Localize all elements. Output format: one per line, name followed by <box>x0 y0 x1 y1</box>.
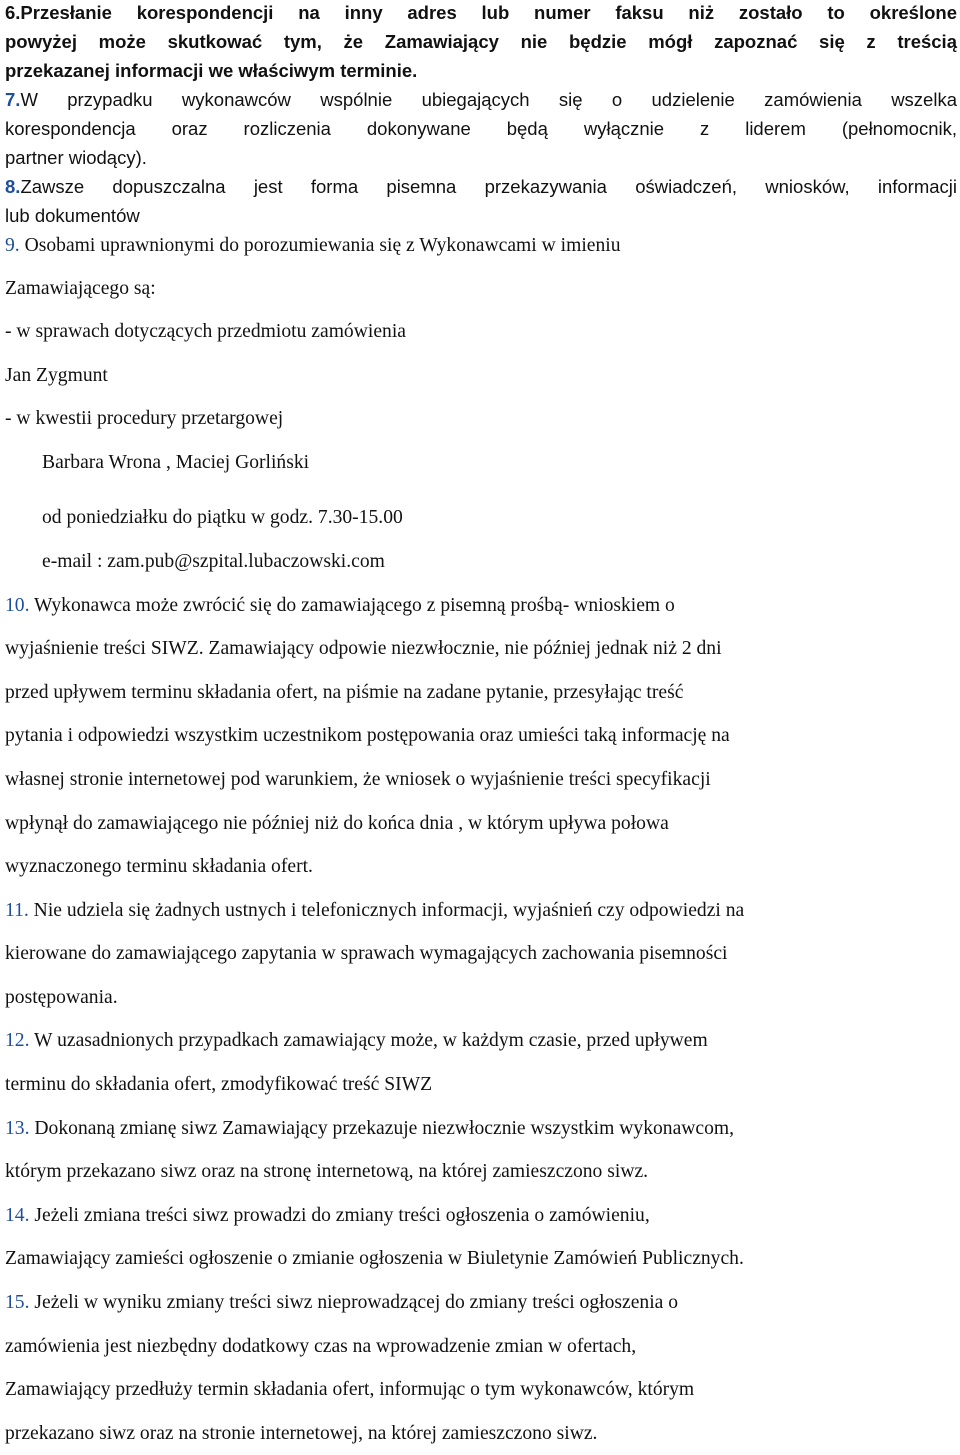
section-6-line-2: powyżej może skutkować tym, że Zamawiający nie będzie mógł zapoznać się z treścią <box>5 31 957 52</box>
section-9-line-1 <box>5 224 621 267</box>
section-15-line-3: Zamawiający przedłuży termin składania ofert, informując o tym wykonawców, którym <box>5 1379 695 1400</box>
section-14-number: 14. <box>5 1205 30 1226</box>
section-9-line-3: - w sprawach dotyczących przedmiotu zamówienia <box>5 321 406 342</box>
section-8-line-1 <box>5 172 957 201</box>
section-9-number: 9. <box>5 235 20 256</box>
section-11-line-3: postępowania. <box>5 987 118 1008</box>
section-12-number: 12. <box>5 1030 30 1051</box>
section-15-line-4: przekazano siwz oraz na stronie internetowej, na której zamieszczono siwz. <box>5 1423 598 1444</box>
section-10-number: 10. <box>5 595 30 616</box>
section-8-line-2: lub dokumentów <box>5 205 140 226</box>
section-9-email: e-mail : zam.pub@szpital.lubaczowski.com <box>42 551 385 572</box>
section-12-line-1 <box>5 1019 708 1062</box>
section-10-line-6: wpłynął do zamawiającego nie później niż do końca dnia , w którym upływa połowa <box>5 813 669 834</box>
section-11-line-1 <box>5 889 744 932</box>
section-7-number: 7. <box>5 89 21 110</box>
section-9-contact-name: Jan Zygmunt <box>5 365 108 386</box>
section-9-line-2: Zamawiającego są: <box>5 278 156 299</box>
section-9-hours: od poniedziałku do piątku w godz. 7.30-15.00 <box>42 507 403 528</box>
section-10-line-7: wyznaczonego terminu składania ofert. <box>5 856 313 877</box>
section-10-line-4: pytania i odpowiedzi wszystkim uczestnikom postępowania oraz umieści taką informację na <box>5 725 730 746</box>
section-13-line-2: którym przekazano siwz oraz na stronę internetową, na której zamieszczono siwz. <box>5 1161 649 1182</box>
section-7 <box>5 85 957 172</box>
section-14-line-2: Zamawiający zamieści ogłoszenie o zmianie ogłoszenia w Biuletynie Zamówień Publicznych. <box>5 1248 744 1269</box>
section-15-line-1 <box>5 1281 678 1324</box>
section-7-line-1-text: W przypadku wykonawców wspólnie ubiegających się o udzielenie zamówienia wszelka <box>20 89 957 110</box>
section-10-line-3: przed upływem terminu składania ofert, na piśmie na zadane pytanie, przesyłając treść <box>5 682 684 703</box>
section-9-line-5: - w kwestii procedury przetargowej <box>5 408 284 429</box>
section-15-line-2: zamówienia jest niezbędny dodatkowy czas na wprowadzenie zmian w ofertach, <box>5 1336 637 1357</box>
section-7-line-3: partner wiodący). <box>5 147 147 168</box>
section-13-number: 13. <box>5 1118 30 1139</box>
section-7-line-1 <box>5 85 957 114</box>
section-6 <box>5 0 957 85</box>
section-10-line-5: własnej stronie internetowej pod warunkiem, że wniosek o wyjaśnienie treści specyfikacji <box>5 769 711 790</box>
section-9-line-1-text: Osobami uprawnionymi do porozumiewania się z Wykonawcami w imieniu <box>19 235 621 256</box>
section-7-line-2: korespondencja oraz rozliczenia dokonywane będą wyłącznie z liderem (pełnomocnik, <box>5 118 957 139</box>
section-11-line-1-text: Nie udziela się żadnych ustnych i telefonicznych informacji, wyjaśnień czy odpowiedzi na <box>28 900 745 921</box>
section-6-line-1: 6.Przesłanie korespondencji na inny adres lub numer faksu niż zostało to określone <box>5 2 957 23</box>
section-15-line-1-text: Jeżeli w wyniku zmiany treści siwz nieprowadzącej do zmiany treści ogłoszenia o <box>29 1292 679 1313</box>
section-14-line-1 <box>5 1194 650 1237</box>
section-8 <box>5 172 957 230</box>
section-8-line-1-text: Zawsze dopuszczalna jest forma pisemna przekazywania oświadczeń, wniosków, informacji <box>20 176 957 197</box>
section-8-number: 8. <box>5 176 21 197</box>
section-13-line-1-text: Dokonaną zmianę siwz Zamawiający przekazuje niezwłocznie wszystkim wykonawcom, <box>29 1118 735 1139</box>
section-11-number: 11. <box>5 900 29 921</box>
section-14-line-1-text: Jeżeli zmiana treści siwz prowadzi do zmiany treści ogłoszenia o zamówieniu, <box>29 1205 650 1226</box>
section-10-line-2: wyjaśnienie treści SIWZ. Zamawiający odpowie niezwłocznie, nie później jednak niż 2 dni <box>5 638 722 659</box>
section-12-line-1-text: W uzasadnionych przypadkach zamawiający może, w każdym czasie, przed upływem <box>29 1030 708 1051</box>
section-6-line-3: przekazanej informacji we właściwym terminie. <box>5 60 418 81</box>
section-11-line-2: kierowane do zamawiającego zapytania w sprawach wymagających zachowania pisemności <box>5 943 728 964</box>
section-10-line-1-text: Wykonawca może zwrócić się do zamawiającego z pisemną prośbą- wnioskiem o <box>29 595 675 616</box>
section-9-contact-names: Barbara Wrona , Maciej Gorliński <box>42 452 310 473</box>
section-12-line-2: terminu do składania ofert, zmodyfikować treść SIWZ <box>5 1074 433 1095</box>
section-13-line-1 <box>5 1107 734 1150</box>
section-15-number: 15. <box>5 1292 30 1313</box>
section-10-line-1 <box>5 584 675 627</box>
